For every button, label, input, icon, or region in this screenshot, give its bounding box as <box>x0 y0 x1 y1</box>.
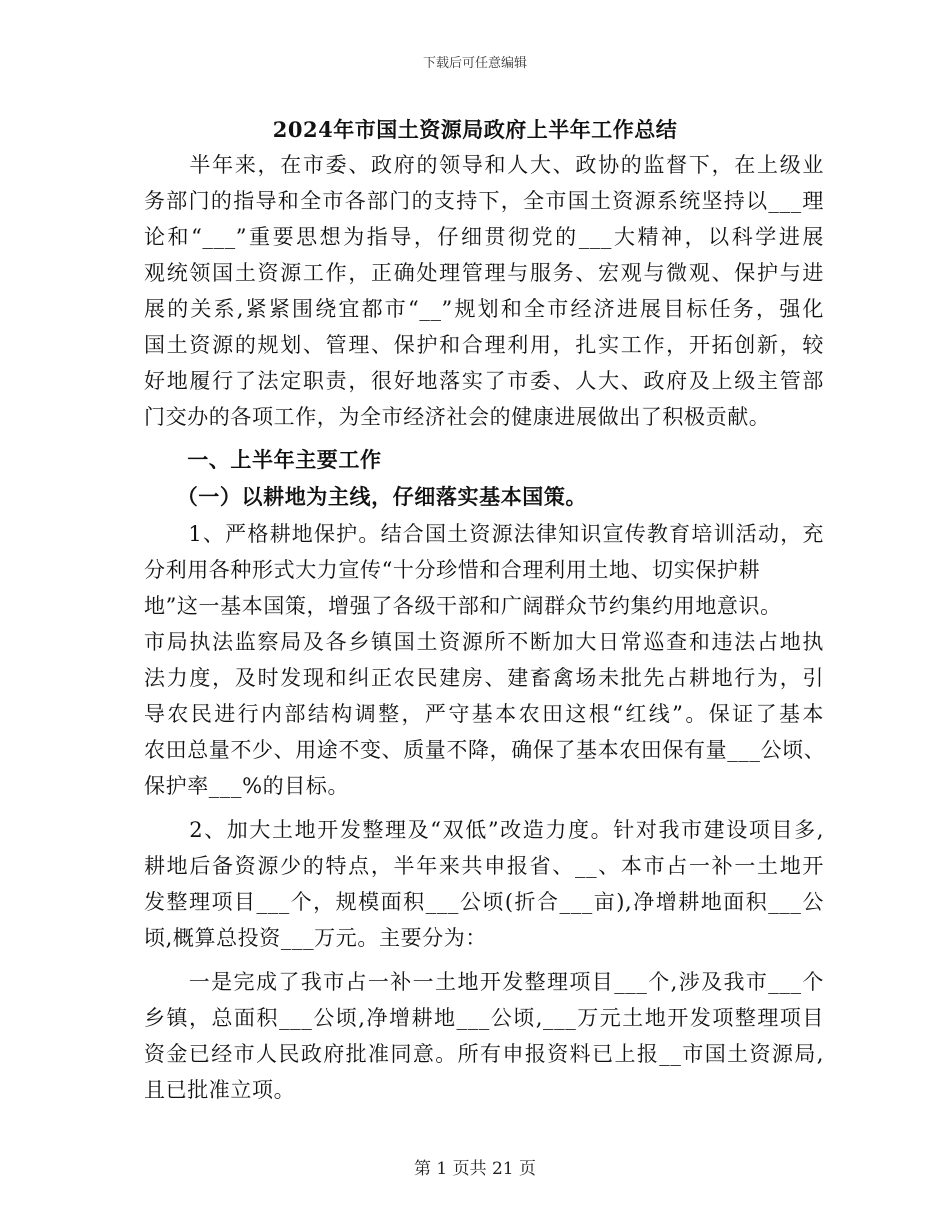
body-line: 地”这一基本国策，增强了各级干部和广阔群众节约集约用地意识。 <box>144 594 782 618</box>
body-line: 导农民进行内部结构调整，严守基本农田这根“红线”。保证了基本 <box>144 702 824 726</box>
body-line: 半年来，在市委、政府的领导和人大、政协的监督下，在上级业 <box>144 153 824 177</box>
body-line: 市局执法监察局及各乡镇国土资源所不断加大日常巡查和违法占地执 <box>144 630 824 654</box>
subsection-heading: （一）以耕地为主线，仔细落实基本国策。 <box>144 484 588 509</box>
body-line: 耕地后备资源少的特点，半年来共申报省、__、本市占一补一土地开 <box>144 854 824 878</box>
body-line: 务部门的指导和全市各部门的支持下，全市国土资源系统坚持以___理 <box>144 189 824 213</box>
body-line: 保护率___%的目标。 <box>144 774 350 798</box>
body-line: 法力度，及时发现和纠正农民建房、建畜禽场未批先占耕地行为，引 <box>144 666 824 690</box>
body-line: 1、严格耕地保护。结合国土资源法律知识宣传教育培训活动，充 <box>144 522 824 546</box>
body-line: 且已批准立项。 <box>144 1078 296 1102</box>
body-line: 一是完成了我市占一补一土地开发整理项目___个,涉及我市___个 <box>144 970 824 994</box>
body-line: 好地履行了法定职责，很好地落实了市委、人大、政府及上级主管部 <box>144 369 824 393</box>
body-line: 发整理项目___个，规模面积___公顷(折合___亩),净增耕地面积___公 <box>144 890 824 914</box>
body-line: 农田总量不少、用途不变、质量不降，确保了基本农田保有量___公顷、 <box>144 738 826 762</box>
document-title: 2024年市国土资源局政府上半年工作总结 <box>272 117 678 142</box>
header-note: 下载后可任意编辑 <box>422 56 527 71</box>
body-line: 资金已经市人民政府批准同意。所有申报资料已上报__市国土资源局, <box>144 1042 824 1066</box>
body-line: 门交办的各项工作，为全市经济社会的健康进展做出了积极贡献。 <box>144 405 771 429</box>
section-heading: 一、上半年主要工作 <box>144 447 382 472</box>
body-line: 2、加大土地开发整理及“双低”改造力度。针对我市建设项目多, <box>144 818 824 842</box>
page-number: 第 1 页共 21 页 <box>413 1159 537 1179</box>
body-line: 论和“___”重要思想为指导，仔细贯彻党的___大精神，以科学进展 <box>144 225 824 249</box>
body-line: 顷,概算总投资___万元。主要分为： <box>144 926 487 950</box>
body-line: 展的关系,紧紧围绕宜都市“__”规划和全市经济进展目标任务，强化 <box>144 297 824 321</box>
body-line: 乡镇，总面积___公顷,净增耕地___公顷,___万元土地开发项整理项目 <box>144 1006 824 1030</box>
body-line: 分利用各种形式大力宣传“十分珍惜和合理利用土地、切实保护耕 <box>144 558 761 582</box>
body-line: 国土资源的规划、管理、保护和合理利用，扎实工作，开拓创新，较 <box>144 333 824 357</box>
body-line: 观统领国土资源工作，正确处理管理与服务、宏观与微观、保护与进 <box>144 261 824 285</box>
